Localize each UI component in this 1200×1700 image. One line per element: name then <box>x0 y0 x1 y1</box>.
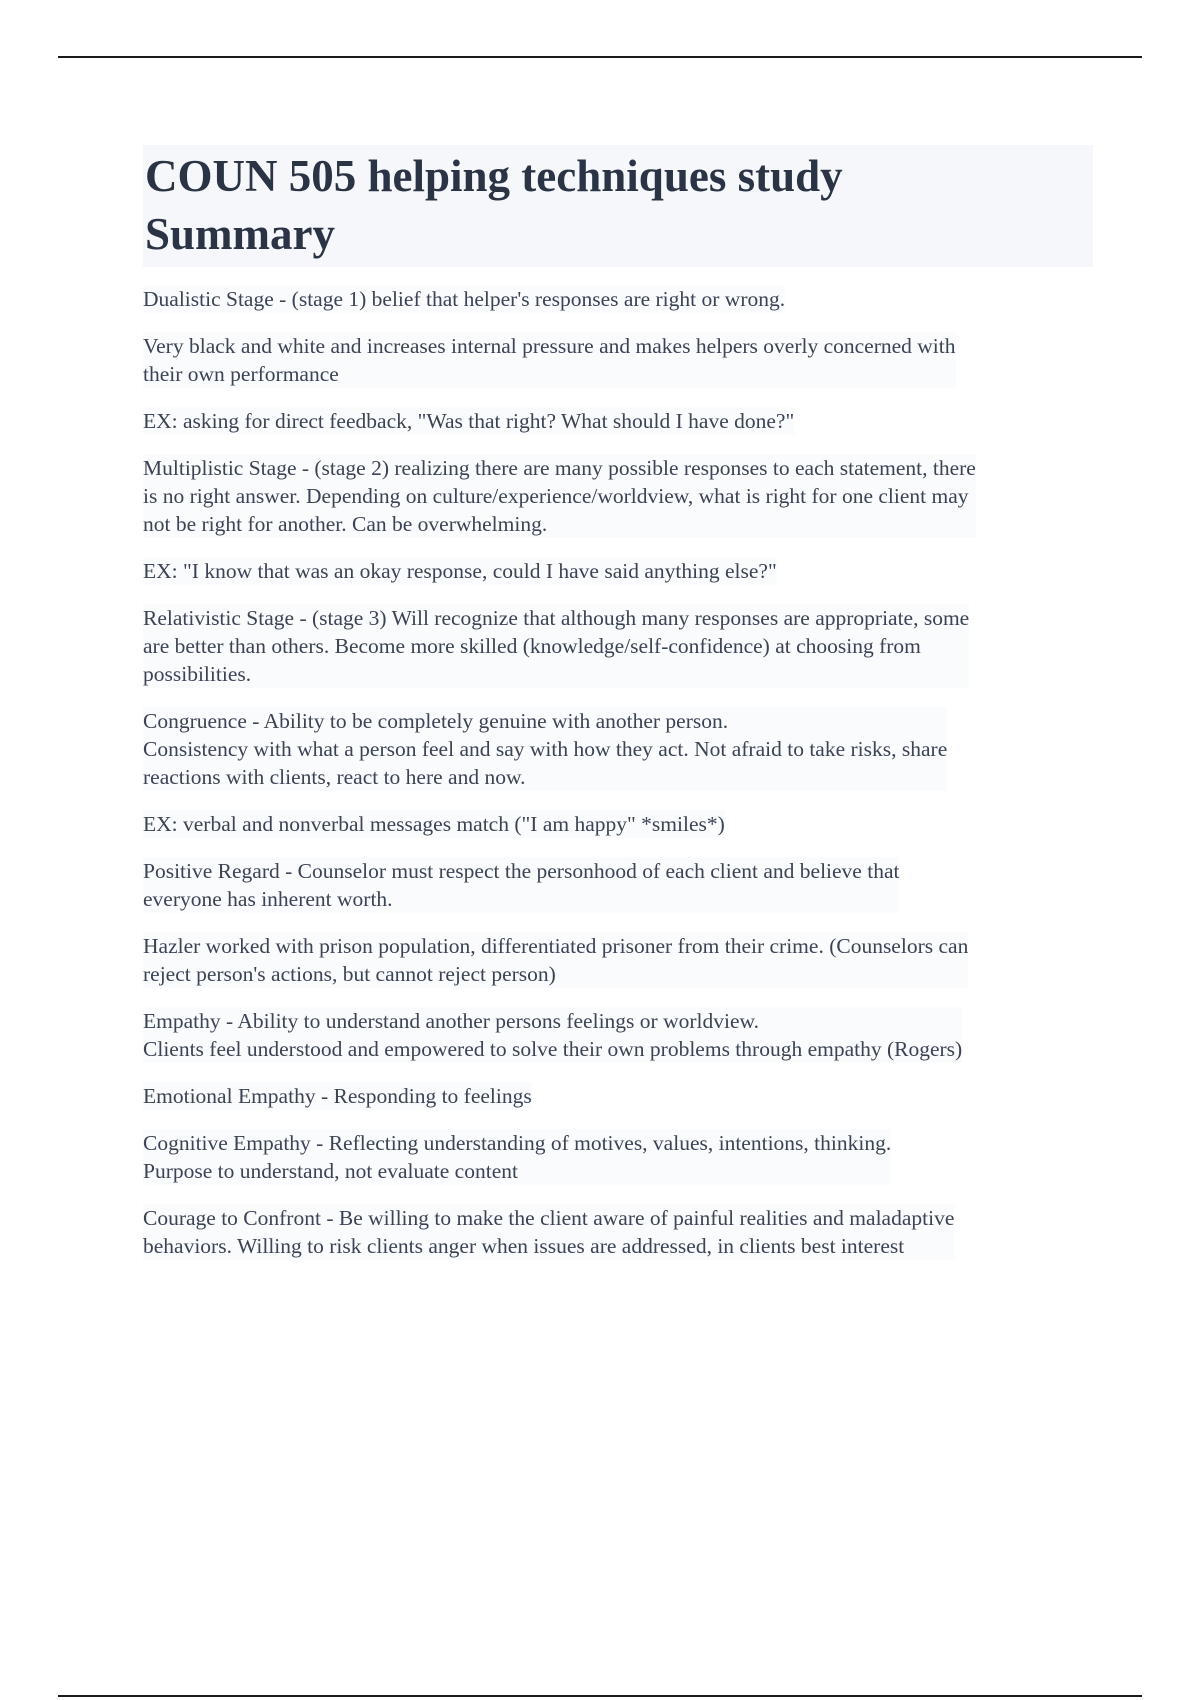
paragraph-line: reject person's actions, but cannot reject person) <box>143 962 556 986</box>
paragraph-line: not be right for another. Can be overwhelming. <box>143 512 548 536</box>
paragraph-line: Emotional Empathy - Responding to feelings <box>143 1084 532 1108</box>
paragraph-list <box>143 285 1093 1260</box>
paragraph-line: is no right answer. Depending on culture/experience/worldview, what is right for one client may <box>143 484 969 508</box>
paragraph-line: behaviors. Willing to risk clients anger when issues are addressed, in clients best interest <box>143 1234 905 1258</box>
paragraph-line: reactions with clients, react to here and now. <box>143 765 526 789</box>
paragraph-line: Relativistic Stage - (stage 3) Will recognize that although many responses are appropriate, some <box>143 606 970 630</box>
paragraph <box>143 932 968 988</box>
paragraph-line: Empathy - Ability to understand another persons feelings or worldview. <box>143 1009 760 1033</box>
paragraph <box>143 1007 962 1063</box>
paragraph <box>143 1129 891 1185</box>
document-title <box>145 147 1093 263</box>
paragraph <box>143 557 777 585</box>
paragraph-line: possibilities. <box>143 662 252 686</box>
paragraph-line: Multiplistic Stage - (stage 2) realizing there are many possible responses to each statement, there <box>143 456 976 480</box>
paragraph <box>143 285 785 313</box>
paragraph-line: Congruence - Ability to be completely genuine with another person. <box>143 709 729 733</box>
paragraph-line: Clients feel understood and empowered to solve their own problems through empathy (Rogers) <box>143 1037 963 1061</box>
paragraph-line: Hazler worked with prison population, differentiated prisoner from their crime. (Counselors can <box>143 934 969 958</box>
paragraph-line: are better than others. Become more skilled (knowledge/self-confidence) at choosing from <box>143 634 921 658</box>
title-block <box>143 145 1093 267</box>
paragraph-line: Positive Regard - Counselor must respect the personhood of each client and believe that <box>143 859 900 883</box>
paragraph <box>143 1082 532 1110</box>
paragraph-line: Cognitive Empathy - Reflecting understanding of motives, values, intentions, thinking. <box>143 1131 892 1155</box>
paragraph-line: Consistency with what a person feel and say with how they act. Not afraid to take risks, share <box>143 737 948 761</box>
title-line-1: COUN 505 helping techniques study <box>145 151 843 201</box>
title-line-2: Summary <box>145 209 335 259</box>
paragraph <box>143 407 794 435</box>
paragraph <box>143 604 969 688</box>
paragraph-line: everyone has inherent worth. <box>143 887 393 911</box>
bottom-rule <box>58 1695 1142 1697</box>
paragraph-line: Purpose to understand, not evaluate content <box>143 1159 518 1183</box>
top-rule <box>58 56 1142 58</box>
paragraph-line: EX: verbal and nonverbal messages match ("I am happy" *smiles*) <box>143 812 725 836</box>
paragraph-line: their own performance <box>143 362 339 386</box>
paragraph-line: EX: "I know that was an okay response, could I have said anything else?" <box>143 559 777 583</box>
paragraph-line: EX: asking for direct feedback, "Was that right? What should I have done?" <box>143 409 795 433</box>
paragraph <box>143 810 725 838</box>
paragraph-line: Courage to Confront - Be willing to make the client aware of painful realities and maladaptive <box>143 1206 955 1230</box>
paragraph <box>143 454 976 538</box>
paragraph <box>143 707 947 791</box>
paragraph-line: Dualistic Stage - (stage 1) belief that helper's responses are right or wrong. <box>143 287 786 311</box>
paragraph-line: Very black and white and increases internal pressure and makes helpers overly concerned with <box>143 334 956 358</box>
paragraph <box>143 1204 954 1260</box>
paragraph <box>143 857 899 913</box>
paragraph <box>143 332 956 388</box>
document-body <box>143 145 1093 1279</box>
